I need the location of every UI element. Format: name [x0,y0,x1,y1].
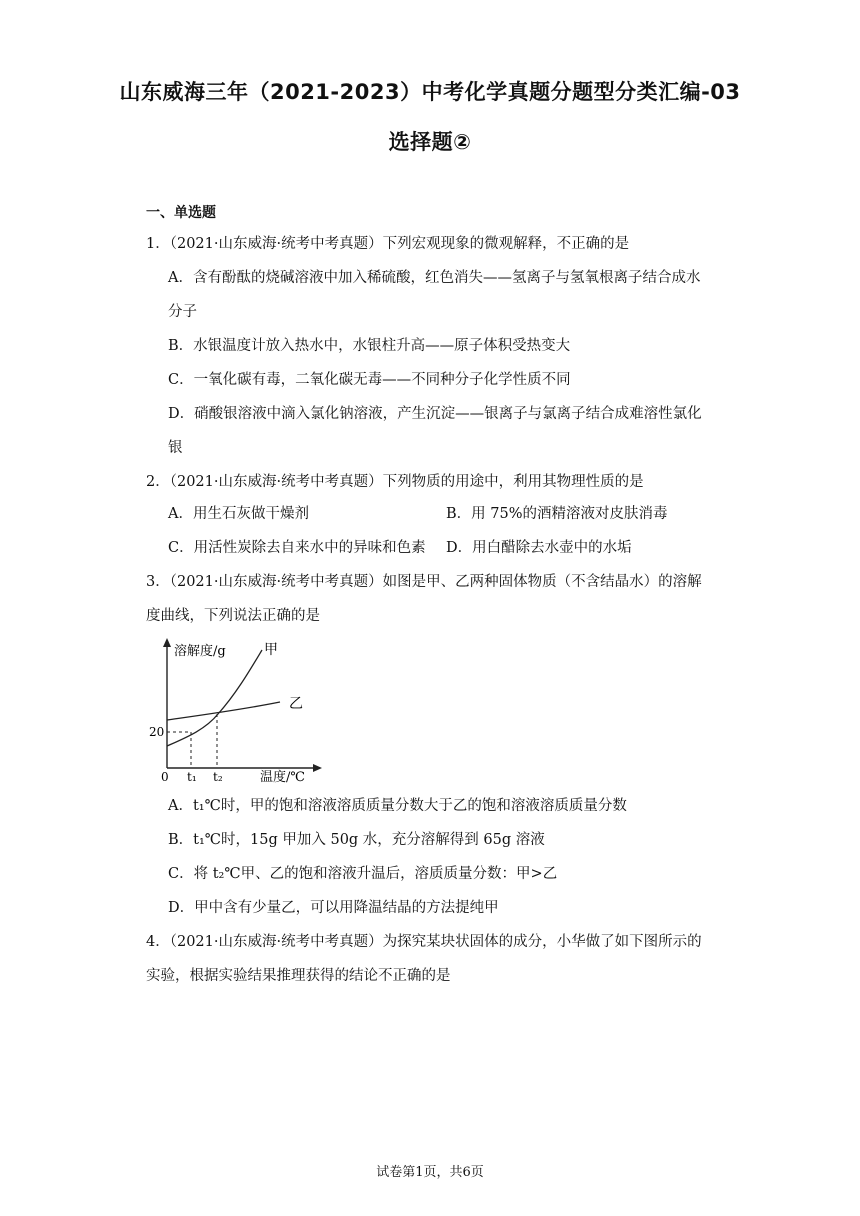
page-footer: 试卷第1页，共6页 [376,1165,484,1180]
x-tick-t2: t₂ [213,770,223,784]
document-title-line2: 选择题② [388,130,472,154]
q1-option-a-cont: 分子 [168,304,197,320]
curve-yi-label: 乙 [289,696,303,712]
q1-option-a: A．含有酚酞的烧碱溶液中加入稀硫酸，红色消失——氢离子与氢氧根离子结合成水 [168,270,701,286]
x-axis-arrow [313,764,322,772]
q3-option-b: B．t₁℃时，15g 甲加入 50g 水，充分溶解得到 65g 溶液 [168,832,545,848]
origin-label: 0 [161,770,169,784]
y-tick-20: 20 [149,725,165,739]
x-axis-label: 温度/℃ [260,770,305,784]
document-title-line1: 山东威海三年（2021-2023）中考化学真题分题型分类汇编-03 [119,80,741,104]
q2-option-c: C．用活性炭除去自来水中的异味和色素 [168,540,426,556]
x-tick-t1: t₁ [187,770,197,784]
q1-stem: 1．（2021·山东威海·统考中考真题）下列宏观现象的微观解释，不正确的是 [146,236,630,252]
q3-stem-line1: 3．（2021·山东威海·统考中考真题）如图是甲、乙两种固体物质（不含结晶水）的溶解 [146,574,702,590]
q3-stem-line2: 度曲线，下列说法正确的是 [146,608,320,624]
q4-stem-line1: 4．（2021·山东威海·统考中考真题）为探究某块状固体的成分，小华做了如下图所示的 [146,934,702,950]
q1-option-d: D．硝酸银溶液中滴入氯化钠溶液，产生沉淀——银离子与氯离子结合成难溶性氯化 [168,406,702,422]
q1-option-c: C．一氧化碳有毒，二氧化碳无毒——不同种分子化学性质不同 [168,372,571,388]
curve-jia-label: 甲 [264,642,278,658]
q2-option-b: B．用 75%的酒精溶液对皮肤消毒 [446,506,668,522]
q2-option-d: D．用白醋除去水壶中的水垢 [446,540,632,556]
q3-option-a: A．t₁℃时，甲的饱和溶液溶质质量分数大于乙的饱和溶液溶质质量分数 [168,798,627,814]
q3-option-c: C．将 t₂℃甲、乙的饱和溶液升温后，溶质质量分数：甲>乙 [168,866,558,882]
q1-option-b: B．水银温度计放入热水中，水银柱升高——原子体积受热变大 [168,338,571,354]
solubility-curve-figure [140,634,340,784]
section-heading: 一、单选题 [146,205,216,221]
q4-stem-line2: 实验，根据实验结果推理获得的结论不正确的是 [146,968,451,984]
q3-option-d: D．甲中含有少量乙，可以用降温结晶的方法提纯甲 [168,900,499,916]
curve-yi [167,702,280,720]
y-axis-label: 溶解度/g [174,644,226,659]
y-axis-arrow [163,638,171,647]
q2-option-a: A．用生石灰做干燥剂 [168,506,309,522]
q1-option-d-cont: 银 [168,440,183,456]
q2-stem: 2．（2021·山东威海·统考中考真题）下列物质的用途中，利用其物理性质的是 [146,474,644,490]
